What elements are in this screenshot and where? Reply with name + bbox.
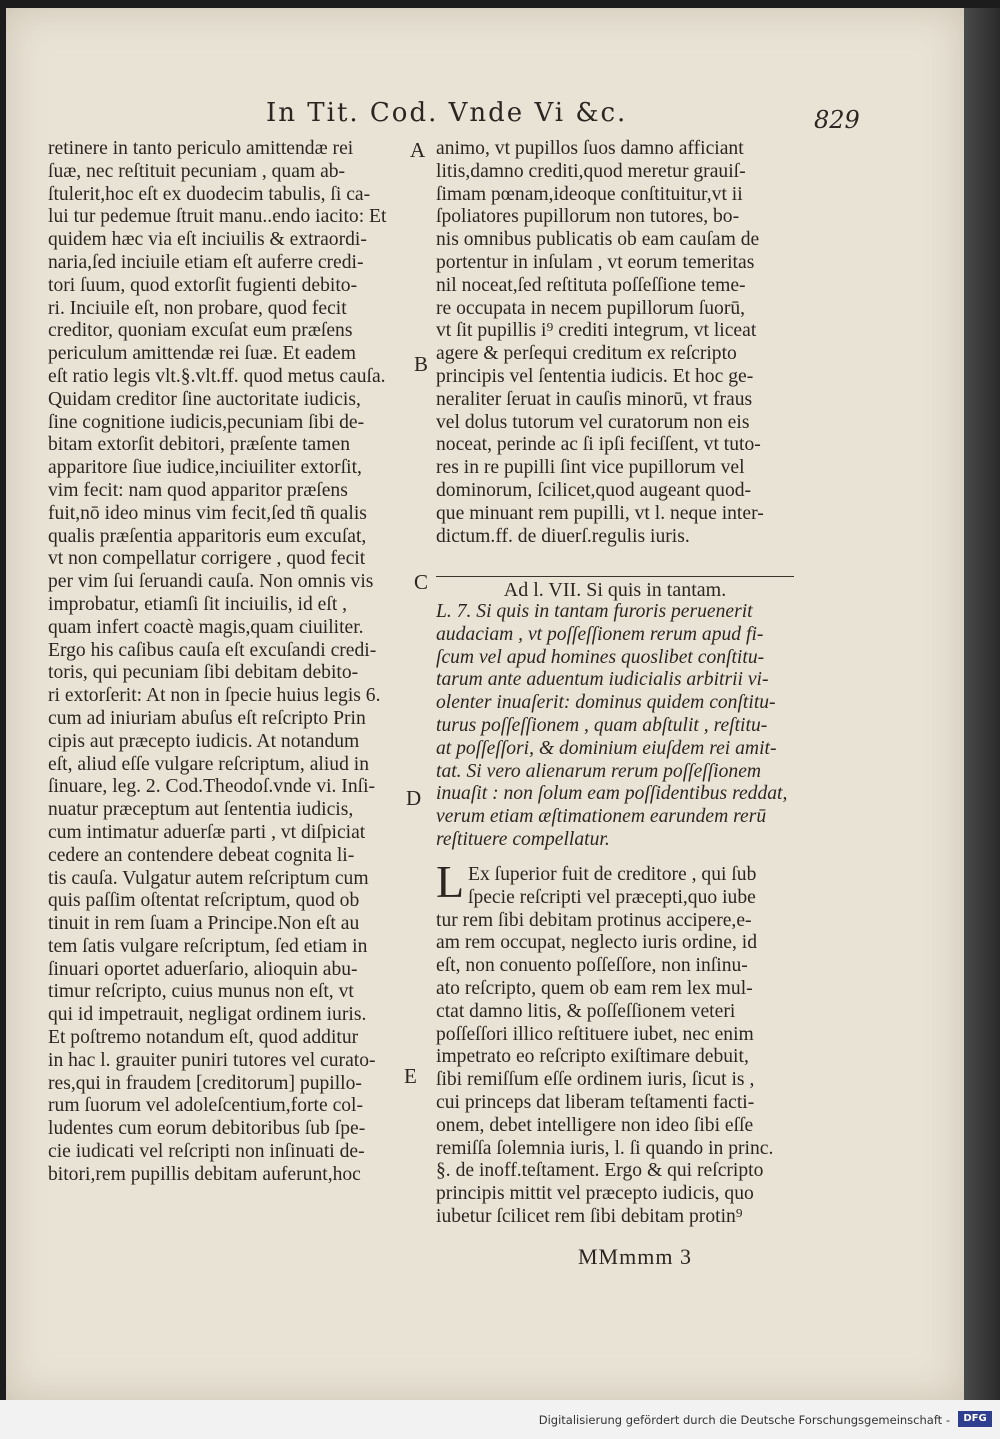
law-line: olenter inuaſerit: dominus quidem conſtitu- [436, 692, 776, 714]
text-line: toris, qui pecuniam ſibi debitam debito- [48, 662, 359, 684]
text-line: ri extorſerit: At non in ſpecie huius legis 6. [48, 685, 381, 707]
margin-letter-c: C [414, 570, 429, 594]
law-line: reſtituere compellatur. [436, 828, 610, 850]
text-line: vim fecit: nam quod apparitor præſens [48, 479, 348, 501]
text-line: cedere an contendere debeat cognita li- [48, 844, 355, 866]
text-line: ſibi remiſſum eſſe ordinem iuris, ſicut is , [436, 1069, 755, 1091]
text-line: ludentes cum eorum debitoribus ſub ſpe- [48, 1118, 366, 1140]
text-line: vt non compellatur corrigere , quod fecit [48, 548, 366, 570]
margin-letter-a: A [410, 138, 426, 162]
law-line: tat. Si vero alienarum rerum poſſeſſionem [436, 760, 762, 782]
text-line: poſſeſſori illico reſtituere iubet, nec enim [436, 1023, 754, 1045]
text-line: in hac l. grauiter puniri tutores vel curato- [48, 1049, 376, 1071]
text-line: ſinuari oportet aduerſario, alioquin abu- [48, 958, 358, 980]
text-line: cui princeps dat liberam teſtamenti facti- [436, 1091, 755, 1113]
text-line: ſinuare, leg. 2. Cod.Theodoſ.vnde vi. Inſi- [48, 776, 376, 798]
drop-initial: L [436, 856, 465, 907]
text-line: principis vel ſententia iudicis. Et hoc ge- [436, 365, 754, 387]
footer-bar [0, 1400, 1000, 1439]
text-line: nuatur præceptum aut ſententia iudicis, [48, 799, 354, 821]
text-line: naria,ſed inciuile etiam eſt auferre credi- [48, 251, 364, 273]
text-line: Ex ſuperior fuit de creditore , qui ſub [468, 864, 757, 885]
commentary-initial-lines [468, 864, 794, 910]
commentary [436, 910, 794, 1229]
law-line: at poſſeſſori, & dominium eiuſdem rei amit- [436, 737, 777, 759]
text-line: impetrato eo reſcripto exiſtimare debuit, [436, 1046, 749, 1068]
text-line: Quidam creditor ſine auctoritate iudicis, [48, 388, 361, 410]
law-line: L. 7. Si quis in tantam furoris peruenerit [436, 601, 753, 622]
law-line: audaciam , vt poſſeſſionem rerum apud fi- [436, 623, 764, 645]
margin-letter-b: B [414, 352, 429, 376]
text-line: quidem hæc via eſt inciuilis & extraordi- [48, 229, 367, 251]
text-line: tis cauſa. Vulgatur autem reſcriptum cum [48, 867, 369, 889]
text-line: creditor, quoniam excuſat eum præſens [48, 320, 353, 342]
text-line: lui tur pedemue ſtruit manu..endo iacito: Et [48, 206, 387, 228]
right-column-top [436, 138, 794, 548]
text-line: cum ad iniuriam abuſus eſt reſcripto Prin [48, 707, 366, 729]
law-line: tarum ante aduentum iudicialis arbitrii vi- [436, 669, 769, 691]
text-line: dominorum, ſcilicet,quod augeant quod- [436, 479, 752, 501]
funding-credit: Digitalisierung gefördert durch die Deutsche Forschungsgemeinschaft - [538, 1413, 950, 1427]
text-line: improbatur, etiamſi ſit inciuilis, id eſt , [48, 593, 348, 615]
running-title: In Tit. Cod. Vnde Vi &c. [266, 98, 628, 128]
law-line: turus poſſeſſionem , quam abſtulit , reſtitu- [436, 714, 768, 736]
text-line: portentur in inſulam , vt eorum temeritas [436, 251, 755, 273]
text-line: tur rem ſibi debitam protinus accipere,e- [436, 909, 752, 931]
left-column [48, 138, 408, 1187]
text-line: nil noceat,ſed reſtituta poſſeſſione teme- [436, 274, 746, 296]
law-text [436, 601, 794, 852]
text-line: timur reſcripto, cuius munus non eſt, vt [48, 981, 354, 1003]
text-line: vt ſit pupillis i⁹ crediti integrum, vt liceat [436, 320, 757, 342]
text-line: Ergo his caſibus cauſa eſt excuſandi credi- [48, 639, 377, 661]
text-line: neraliter ſeruat in cauſis minorū, vt fraus [436, 388, 753, 410]
text-line: periculum amittendæ rei ſuæ. Et eadem [48, 343, 356, 365]
text-line: rum ſuorum vel adoleſcentium,forte col- [48, 1095, 364, 1117]
text-line: ſuæ, nec reſtituit pecuniam , quam ab- [48, 160, 346, 182]
text-line: fuit,nō ideo minus vim fecit,ſed tñ qualis [48, 502, 367, 524]
text-line: ri. Inciuile eſt, non probare, quod fecit [48, 297, 347, 319]
text-line: dictum.ff. de diuerſ.regulis iuris. [436, 525, 690, 547]
text-line: ſpecie reſcripti vel præcepti,quo iube [468, 886, 756, 908]
margin-letter-d: D [406, 786, 422, 810]
text-line: litis,damno crediti,quod meretur grauiſ- [436, 160, 746, 182]
text-line: re occupata in necem pupillorum ſuorū, [436, 297, 746, 319]
dfg-logo: DFG [958, 1411, 992, 1427]
text-line: tinuit in rem ſuam a Principe.Non eſt au [48, 913, 360, 935]
text-line: ctat damno litis, & poſſeſſionem veteri [436, 1000, 736, 1022]
text-line: onem, debet intelligere non ideo ſibi eſſe [436, 1114, 754, 1136]
text-line: apparitore ſiue iudice,inciuiliter extorſit, [48, 457, 362, 479]
text-line: cipis aut præcepto iudicis. At notandum [48, 730, 360, 752]
law-line: verum etiam æſtimationem earundem rerū [436, 806, 767, 828]
text-line: retinere in tanto periculo amittendæ rei [48, 138, 354, 159]
scan-edge [964, 8, 1000, 1400]
text-line: quis paſſim oſtentat reſcriptum, quod ob [48, 890, 360, 912]
text-line: nis omnibus publicatis ob eam cauſam de [436, 229, 760, 251]
text-line: qualis præſentia apparitoris eum excuſat, [48, 525, 367, 547]
text-line: cie iudicati vel reſcripti non inſinuati de- [48, 1141, 365, 1163]
section-heading: Ad l. VII. Si quis in tantam. [436, 576, 794, 602]
text-line: eſt, non conuento poſſeſſore, non inſinu- [436, 955, 748, 977]
text-line: remiſſa ſolemnia iuris, l. ſi quando in princ. [436, 1137, 774, 1159]
text-line: per vim ſui ſeruandi cauſa. Non omnis vis [48, 571, 374, 593]
text-line: principis mittit vel præcepto iudicis, quo [436, 1183, 754, 1205]
text-line: iubetur ſcilicet rem ſibi debitam protin⁹ [436, 1205, 743, 1227]
text-line: bitori,rem pupillis debitam auferunt,hoc [48, 1163, 361, 1185]
text-line: ſpoliatores pupillorum non tutores, bo- [436, 206, 740, 228]
book-page [6, 8, 964, 1400]
signature-mark: MMmmm 3 [578, 1244, 692, 1269]
text-line: tem ſatis vulgare reſcriptum, ſed etiam in [48, 935, 368, 957]
law-line: inuaſit : non ſolum eam poſſidentibus reddat, [436, 783, 788, 805]
text-line: tori ſuum, quod extorſit fugienti debito- [48, 274, 358, 296]
text-line: eſt ratio legis vlt.§.vlt.ff. quod metus cauſa. [48, 365, 386, 387]
text-line: Et poſtremo notandum eſt, quod additur [48, 1027, 359, 1049]
text-line: ſtulerit,hoc eſt ex duodecim tabulis, ſi ca- [48, 183, 371, 205]
law-line: ſcum vel apud homines quoslibet conſtitu- [436, 646, 765, 668]
margin-letter-e: E [404, 1064, 417, 1088]
text-line: cum intimatur aduerſæ parti , vt diſpiciat [48, 821, 366, 843]
text-line: ato reſcripto, quem ob eam rem lex mul- [436, 977, 753, 999]
text-line: ſine cognitione iudicis,pecuniam ſibi de- [48, 411, 365, 433]
text-line: quam infert coactè magis,quam ciuiliter. [48, 616, 364, 638]
text-line: res,qui in fraudem [creditorum] pupillo- [48, 1072, 362, 1094]
text-line: bitam extorſit debitori, præſente tamen [48, 434, 350, 456]
text-line: agere & perſequi creditum ex reſcripto [436, 343, 737, 365]
text-line: res in re pupilli ſint vice pupillorum vel [436, 457, 745, 479]
text-line: vel dolus tutorum vel curatorum non eis [436, 411, 750, 433]
text-line: §. de inoff.teſtament. Ergo & qui reſcripto [436, 1160, 764, 1182]
text-line: animo, vt pupillos ſuos damno afficiant [436, 138, 744, 159]
text-line: am rem occupat, neglecto iuris ordine, id [436, 932, 758, 954]
text-line: eſt, aliud eſſe vulgare reſcriptum, aliud in [48, 753, 370, 775]
text-line: que minuant rem pupilli, vt l. neque inter- [436, 502, 764, 524]
text-line: ſimam pœnam,ideoque conſtituitur,vt ii [436, 183, 743, 205]
text-line: noceat, perinde ac ſi ipſi feciſſent, vt tuto- [436, 434, 761, 456]
text-line: qui id impetrauit, negligat ordinem iuris. [48, 1004, 367, 1026]
folio-number: 829 [814, 106, 860, 134]
